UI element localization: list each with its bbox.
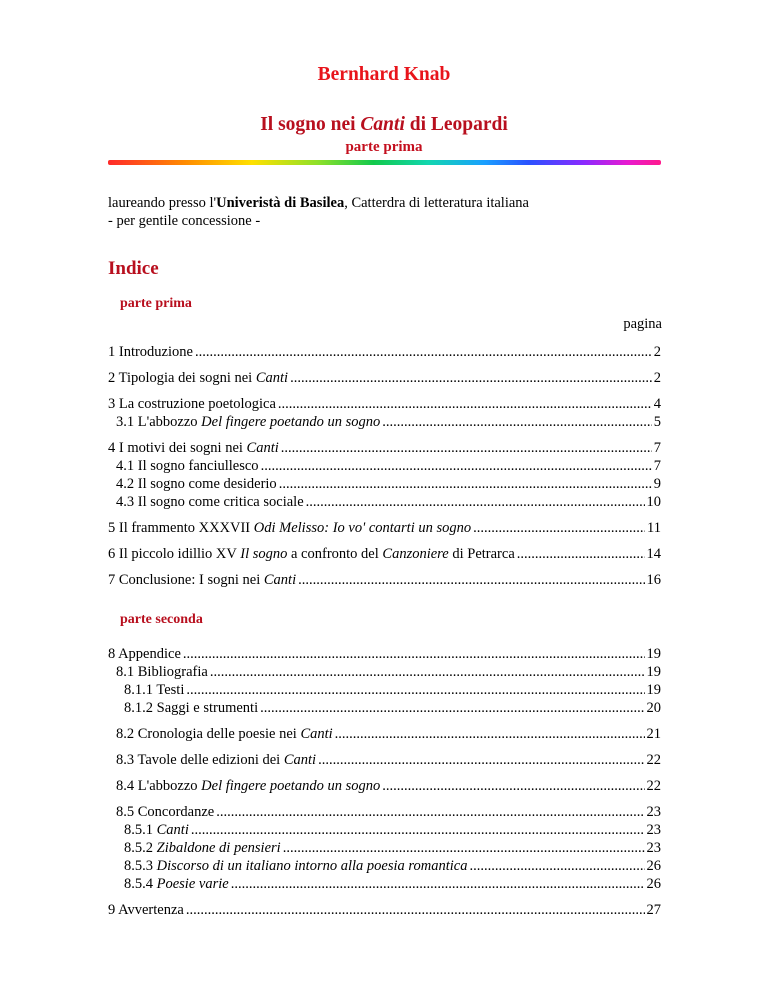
toc-page: 9 xyxy=(653,476,661,492)
toc-text-italic: Canti xyxy=(246,440,279,456)
toc-text: 4.1 Il sogno fanciullesco xyxy=(116,458,259,474)
toc-text-italic: Canti xyxy=(300,726,333,742)
toc-text: 8.4 L'abbozzo xyxy=(116,778,202,794)
toc-leader xyxy=(261,458,652,475)
toc-text-italic: Il sogno xyxy=(240,546,288,562)
toc-text: di Petrarca xyxy=(448,546,515,562)
toc-text-italic: Del fingere poetando un sogno xyxy=(201,414,381,430)
toc-leader xyxy=(283,840,645,857)
toc-text: 8.5.4 xyxy=(124,876,157,892)
toc-entry[interactable] xyxy=(108,344,661,361)
intro-text xyxy=(108,194,529,230)
toc-leader xyxy=(183,646,645,663)
toc-entry[interactable] xyxy=(116,494,661,511)
toc-page: 10 xyxy=(646,494,661,510)
toc-leader xyxy=(473,520,645,537)
toc-text: 5 Il frammento XXXVII xyxy=(108,520,254,536)
toc-leader xyxy=(469,858,644,875)
toc-leader xyxy=(290,370,652,387)
toc-text-italic: Zibaldone di pensieri xyxy=(156,840,281,856)
toc-page: 4 xyxy=(653,396,661,412)
toc-entry[interactable] xyxy=(116,414,661,431)
toc-page: 2 xyxy=(653,370,661,386)
toc-entry[interactable] xyxy=(124,858,661,875)
toc-leader xyxy=(306,494,645,511)
toc-entry[interactable] xyxy=(116,778,661,795)
author-name: Bernhard Knab xyxy=(317,64,451,85)
toc-text: a confronto del xyxy=(287,546,383,562)
toc-text: 2 Tipologia dei sogni nei xyxy=(108,370,256,386)
toc-text: 8.1 Bibliografia xyxy=(116,664,208,680)
toc-leader xyxy=(382,778,644,795)
toc-text-italic: Canzoniere xyxy=(382,546,449,562)
toc-leader xyxy=(335,726,645,743)
title-post: di Leopardi xyxy=(404,114,508,135)
toc-leader xyxy=(318,752,644,769)
toc-text: 8.5 Concordanze xyxy=(116,804,215,820)
toc-page: 14 xyxy=(646,546,661,562)
toc-entry[interactable] xyxy=(116,804,661,821)
toc-entry[interactable] xyxy=(124,876,661,893)
title-italic: Canti xyxy=(360,114,405,135)
university-name: Univeristà di Basilea xyxy=(216,195,345,211)
toc-text-italic: Canti xyxy=(263,572,297,588)
toc-entry[interactable] xyxy=(108,396,661,413)
toc-page: 7 xyxy=(653,458,661,474)
toc-text: 1 Introduzione xyxy=(108,344,193,360)
toc-page: 23 xyxy=(646,840,661,856)
toc-entry[interactable] xyxy=(108,370,661,387)
toc-text-italic: Canti xyxy=(255,370,289,386)
toc-leader xyxy=(231,876,645,893)
intro-line-1-post: , Catterdra di letteratura italiana xyxy=(344,195,529,211)
toc-text: 3 La costruzione poetologica xyxy=(108,396,276,412)
toc-leader xyxy=(216,804,644,821)
index-heading: Indice xyxy=(108,258,159,279)
intro-line-1-pre: laureando presso l' xyxy=(108,195,217,211)
toc-text: 8.3 Tavole delle edizioni dei xyxy=(116,752,284,768)
toc-entry[interactable] xyxy=(116,726,661,743)
intro-line-1 xyxy=(108,194,529,212)
toc-page: 23 xyxy=(646,822,661,838)
toc-text: 8.5.2 xyxy=(124,840,157,856)
toc-page: 23 xyxy=(646,804,661,820)
toc-text: 8.5.1 xyxy=(124,822,157,838)
toc-entry[interactable] xyxy=(116,476,661,493)
toc-text: 6 Il piccolo idillio XV xyxy=(108,546,241,562)
toc-entry[interactable] xyxy=(124,822,661,839)
toc-page: 22 xyxy=(646,778,661,794)
toc-page: 21 xyxy=(646,726,661,742)
toc-entry[interactable] xyxy=(124,840,661,857)
toc-text: 9 Avvertenza xyxy=(108,902,184,918)
toc-text-italic: Canti xyxy=(283,752,317,768)
document-subtitle: parte prima xyxy=(345,139,423,155)
toc-text: 4.2 Il sogno come desiderio xyxy=(116,476,277,492)
toc-text: 8.2 Cronologia delle poesie nei xyxy=(116,726,301,742)
toc-page: 5 xyxy=(653,414,661,430)
toc-text: 3.1 L'abbozzo xyxy=(116,414,202,430)
toc-entry[interactable] xyxy=(108,520,661,537)
toc-text-italic: Discorso di un italiano intorno alla poesia romantica xyxy=(156,858,468,874)
part-two-heading: parte seconda xyxy=(120,612,203,627)
toc-page: 20 xyxy=(646,700,661,716)
toc-leader xyxy=(210,664,645,681)
toc-text-italic: Del fingere poetando un sogno xyxy=(201,778,381,794)
toc-page: 7 xyxy=(653,440,661,456)
toc-text: 8.5.3 xyxy=(124,858,157,874)
toc-page: 22 xyxy=(646,752,661,768)
toc-entry[interactable] xyxy=(108,902,661,919)
toc-entry[interactable] xyxy=(108,546,661,563)
toc-leader xyxy=(191,822,645,839)
toc-entry[interactable] xyxy=(124,682,661,699)
document-title xyxy=(0,114,768,136)
toc-text-italic: Odi Melisso: Io vo' contarti un sogno xyxy=(253,520,472,536)
toc-leader xyxy=(517,546,645,563)
toc-entry[interactable] xyxy=(108,646,661,663)
toc-text-italic: Poesie varie xyxy=(156,876,229,892)
toc-entry[interactable] xyxy=(108,440,661,457)
toc-entry[interactable] xyxy=(124,700,661,717)
toc-leader xyxy=(279,476,652,493)
toc-page: 19 xyxy=(646,682,661,698)
toc-page: 11 xyxy=(647,520,661,536)
toc-leader xyxy=(186,902,645,919)
toc-leader xyxy=(298,572,644,589)
rainbow-divider xyxy=(108,160,661,165)
toc-page: 27 xyxy=(646,902,661,918)
toc-page: 19 xyxy=(646,664,661,680)
intro-line-2: - per gentile concessione - xyxy=(108,213,261,229)
toc-text: 8.1.1 Testi xyxy=(124,682,185,698)
part-one-heading: parte prima xyxy=(120,296,192,311)
toc-leader xyxy=(260,700,644,717)
toc-leader xyxy=(195,344,652,361)
toc-leader xyxy=(281,440,652,457)
toc-leader xyxy=(278,396,652,413)
toc-text: 4.3 Il sogno come critica sociale xyxy=(116,494,304,510)
toc-text: 4 I motivi dei sogni nei xyxy=(108,440,247,456)
toc-page: 26 xyxy=(646,876,661,892)
title-pre: Il sogno nei xyxy=(260,114,361,135)
toc-entry[interactable] xyxy=(116,664,661,681)
toc-text-italic: Canti xyxy=(156,822,189,838)
toc-entry[interactable] xyxy=(116,458,661,475)
toc-text: 8 Appendice xyxy=(108,646,181,662)
toc-text: 8.1.2 Saggi e strumenti xyxy=(124,700,259,716)
toc-page: 16 xyxy=(646,572,661,588)
toc-entry[interactable] xyxy=(116,752,661,769)
toc-text: 7 Conclusione: I sogni nei xyxy=(108,572,264,588)
toc-page: 26 xyxy=(646,858,661,874)
page-column-label: pagina xyxy=(623,316,662,332)
toc-page: 2 xyxy=(653,344,661,360)
toc-leader xyxy=(382,414,652,431)
toc-page: 19 xyxy=(646,646,661,662)
toc-entry[interactable] xyxy=(108,572,661,589)
toc-leader xyxy=(186,682,644,699)
